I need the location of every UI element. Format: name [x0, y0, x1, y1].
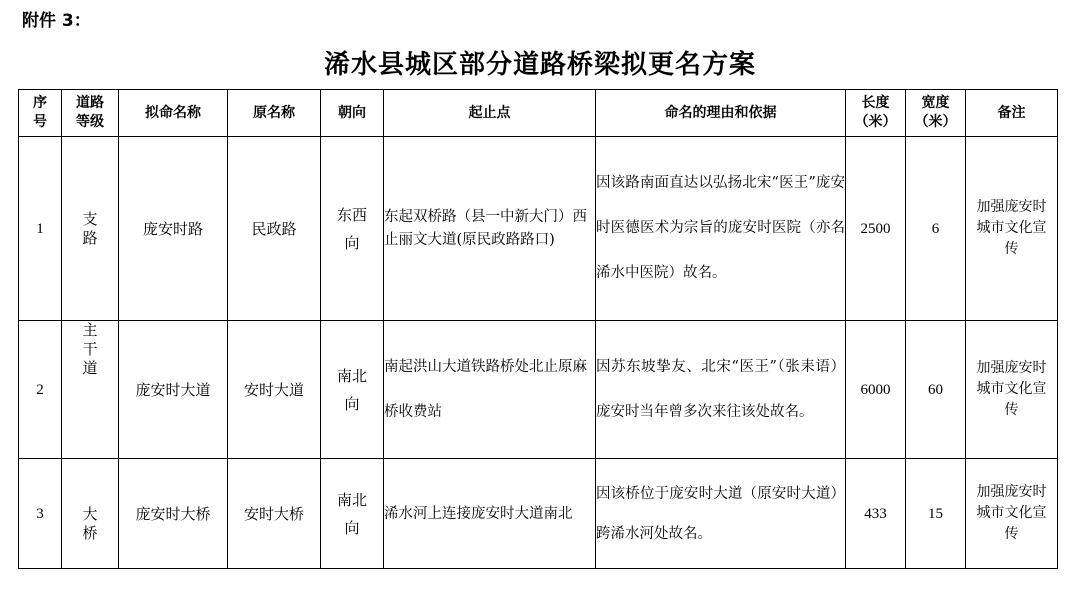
cell-grade: 大桥: [62, 459, 119, 569]
header-direction: 朝向: [321, 90, 384, 137]
attachment-label: 附件 3：: [22, 11, 91, 31]
header-grade: 道路等级: [62, 90, 119, 137]
cell-width: 15: [906, 459, 966, 569]
header-original-name: 原名称: [228, 90, 321, 137]
cell-direction: 南北向: [321, 321, 384, 459]
cell-reason: 因苏东坡挚友、北宋“医王”（张耒语）庞安时当年曾多次来往该处故名。: [596, 321, 846, 459]
cell-length: 433: [846, 459, 906, 569]
cell-grade: 主干道: [62, 321, 119, 459]
cell-original-name: 安时大道: [228, 321, 321, 459]
cell-width: 60: [906, 321, 966, 459]
cell-grade: 支路: [62, 137, 119, 321]
table-row: [19, 321, 1058, 459]
header-reason: 命名的理由和依据: [596, 90, 846, 137]
cell-proposed-name: 庞安时路: [119, 137, 228, 321]
cell-length: 2500: [846, 137, 906, 321]
table-row: [19, 137, 1058, 321]
cell-endpoints: 浠水河上连接庞安时大道南北: [384, 459, 596, 569]
cell-reason: 因该桥位于庞安时大道（原安时大道）跨浠水河处故名。: [596, 459, 846, 569]
cell-proposed-name: 庞安时大道: [119, 321, 228, 459]
cell-direction: 东西向: [321, 137, 384, 321]
cell-original-name: 民政路: [228, 137, 321, 321]
cell-seq: 3: [19, 459, 62, 569]
cell-width: 6: [906, 137, 966, 321]
cell-note: 加强庞安时城市文化宣传: [966, 137, 1058, 321]
header-proposed-name: 拟命名称: [119, 90, 228, 137]
cell-proposed-name: 庞安时大桥: [119, 459, 228, 569]
cell-endpoints: 东起双桥路（县一中新大门）西止丽文大道(原民政路路口): [384, 137, 596, 321]
cell-reason: 因该路南面直达以弘扬北宋“医王”庞安时医德医术为宗旨的庞安时医院（亦名浠水中医院）故名。: [596, 137, 846, 321]
header-note: 备注: [966, 90, 1058, 137]
cell-note: 加强庞安时城市文化宣传: [966, 321, 1058, 459]
document-title: 浠水县城区部分道路桥梁拟更名方案: [323, 50, 756, 80]
cell-seq: 2: [19, 321, 62, 459]
header-length: 长度（米）: [846, 90, 906, 137]
table-header-row: [19, 90, 1058, 137]
cell-original-name: 安时大桥: [228, 459, 321, 569]
table-row: [19, 459, 1058, 569]
cell-note: 加强庞安时城市文化宣传: [966, 459, 1058, 569]
renaming-plan-table: [18, 89, 1058, 569]
cell-length: 6000: [846, 321, 906, 459]
header-width: 宽度（米）: [906, 90, 966, 137]
cell-seq: 1: [19, 137, 62, 321]
header-seq: 序号: [19, 90, 62, 137]
header-endpoints: 起止点: [384, 90, 596, 137]
cell-direction: 南北向: [321, 459, 384, 569]
cell-endpoints: 南起洪山大道铁路桥处北止原麻桥收费站: [384, 321, 596, 459]
